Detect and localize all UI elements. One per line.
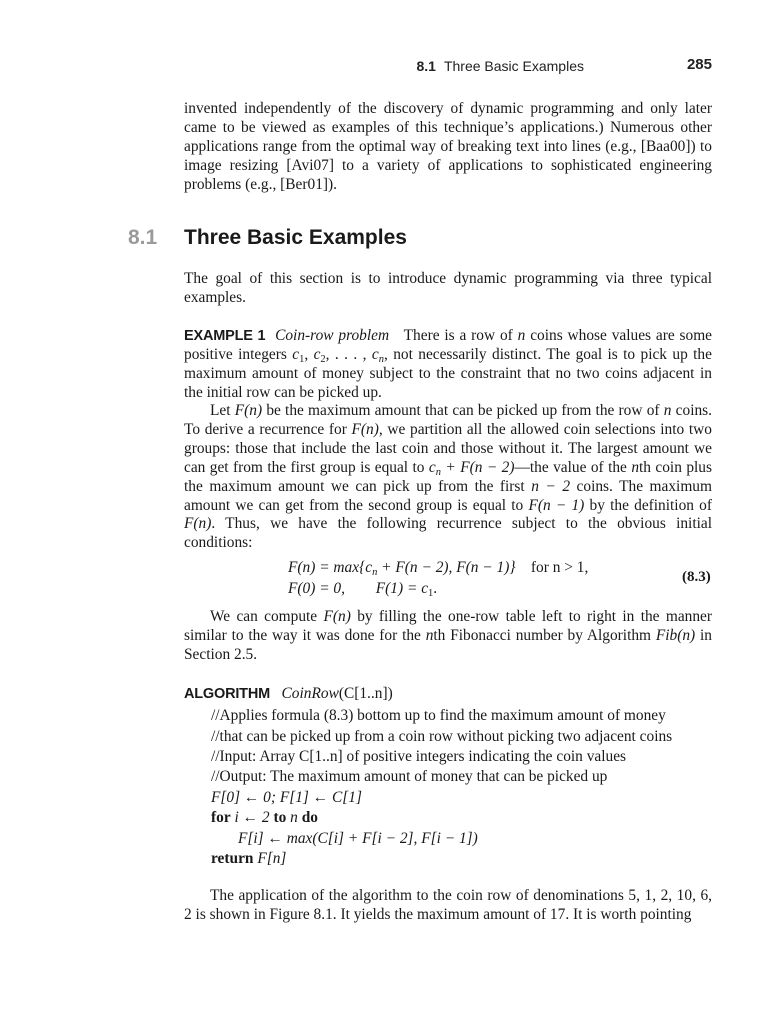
algorithm-comment-2: //that can be picked up from a coin row without picking two adjacent coins [211, 728, 673, 745]
page-number: 285 [686, 56, 712, 73]
algorithm-return-line: return F[n] [211, 850, 287, 867]
section-number: 8.1 [128, 226, 158, 249]
example-name: Coin-row problem [275, 327, 390, 344]
algorithm-for-line: for i ← 2 to n do [211, 809, 318, 826]
algorithm-label: ALGORITHM [184, 686, 270, 702]
example-1-paragraph: EXAMPLE 1 Coin-row problem There is a row of n coins whose values are some positive integers $c_1$, $c_2$, . . . , $c_n$, not necessarily distinct. The goal is to pick up the maximum amount of money subject to the constraint that no two coins adjacent in the initial row can be picked up. [184, 327, 712, 401]
equation-number: (8.3) [682, 569, 711, 585]
algorithm-comment-4: //Output: The maximum amount of money that can be picked up [211, 768, 608, 785]
equation-line-1: $F(n) = \max\{c_n + F(n - 2)$, F(n − 1)} for n > 1, [288, 559, 589, 578]
algorithm-header: ALGORITHM CoinRow(C[1..n]) [184, 685, 393, 702]
algorithm-comment-3: //Input: Array C[1..n] of positive integers indicating the coin values [211, 748, 627, 765]
algorithm-name: CoinRow [281, 685, 339, 702]
recurrence-derivation-paragraph: Let F(n) be the maximum amount that can be picked up from the row of n coins. To derive a recurrence for F(n), we partition all the allowed coin selections into two groups: those that include the last coin and those without it. The largest amount we can get from the first group is equal to $c_n + F(n$ − 2)—the value of the nth coin plus the maximum amount we can pick up from the first n − 2 coins. The maximum amount we can get from the second group is equal to F(n − 1) by the definition of F(n). Thus, we have the following recurrence subject to the obvious initial conditions: [184, 402, 713, 552]
equation-line-2: F(0) = 0, $F(1) = c_1$. [288, 580, 438, 599]
algorithm-body-line: F[i] ← max(C[i] + F[i − 2], F[i − 1]) [238, 830, 478, 847]
section-title: Three Basic Examples [184, 226, 407, 249]
closing-paragraph: The application of the algorithm to the coin row of denominations 5, 1, 2, 10, 6, 2 is shown in Figure 8.1. It yields the maximum amount of 17. It is worth pointing [184, 887, 712, 923]
algorithm-comment-1: //Applies formula (8.3) bottom up to find the maximum amount of money [211, 707, 666, 724]
intro-paragraph: invented independently of the discovery of dynamic programming and only later came to be viewed as examples of this technique’s applications.) Numerous other applications range from the optimal way of breaking text into lines (e.g., [Baa00]) to image resizing [Avi07] to a variety of applications to sophisticated engineering problems (e.g., [Ber01]). [184, 100, 712, 193]
running-head-section: 8.1 Three Basic Examples [416, 58, 584, 74]
section-lead-paragraph: The goal of this section is to introduce dynamic programming via three typical examples. [184, 270, 712, 306]
compute-paragraph: We can compute F(n) by filling the one-row table left to right in the manner similar to the way it was done for the nth Fibonacci number by Algorithm Fib(n) in Section 2.5. [184, 608, 712, 663]
example-label: EXAMPLE 1 [184, 328, 266, 344]
section-heading [128, 226, 728, 254]
running-head [184, 56, 712, 78]
algorithm-init-line: F[0] ← 0; F[1] ← C[1] [211, 789, 362, 806]
